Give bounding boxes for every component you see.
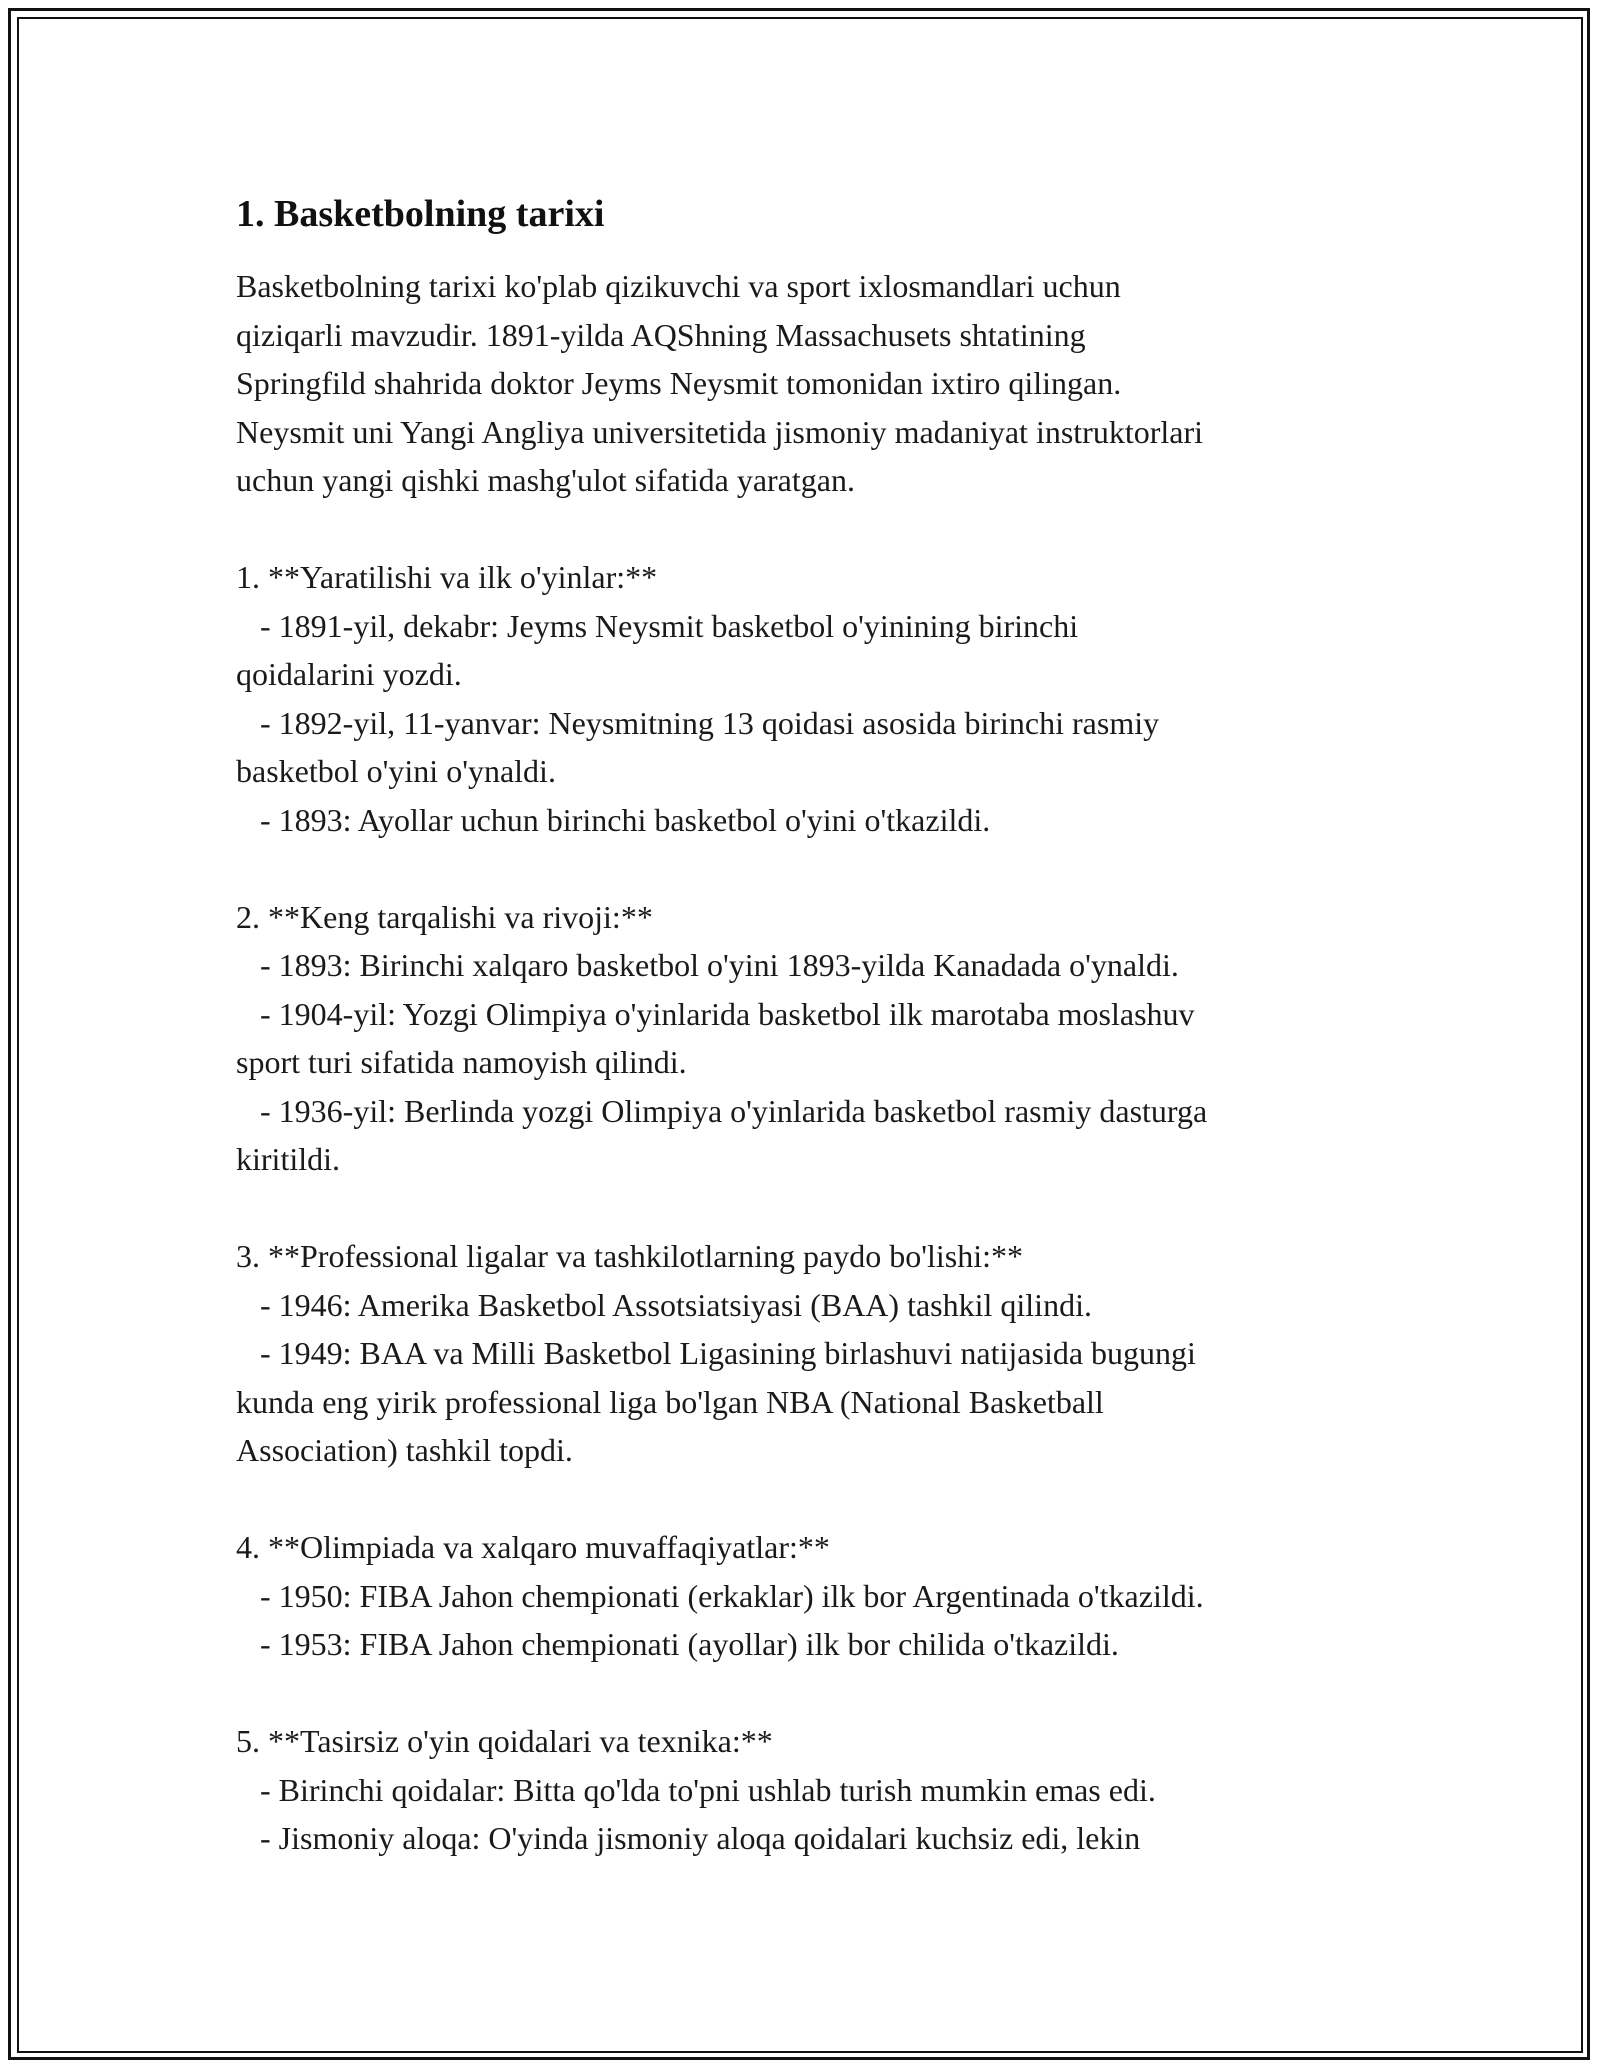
spacer [236, 505, 1366, 554]
section-line: - 1893: Birinchi xalqaro basketbol o'yini 1893-yilda Kanadada o'ynaldi. [236, 947, 1179, 983]
section-4 [236, 1523, 1366, 1669]
section-line: - 1893: Ayollar uchun birinchi basketbol o'yini o'tkazildi. [236, 801, 991, 838]
spacer [236, 1184, 1366, 1233]
section-line: - 1892-yil, 11-yanvar: Neysmitning 13 qoidasi asosida birinchi rasmiy [236, 704, 1160, 741]
section-line: kiritildi. [236, 1141, 340, 1177]
section-2 [236, 893, 1366, 1184]
intro-line: Basketbolning tarixi ko'plab qizikuvchi va sport ixlosmandlari uchun [236, 268, 1121, 304]
intro-line: uchun yangi qishki mashg'ulot sifatida yaratgan. [236, 462, 855, 498]
section-line: kunda eng yirik professional liga bo'lgan NBA (National Basketball [236, 1383, 1104, 1420]
section-5 [236, 1717, 1366, 1863]
section-line: - 1950: FIBA Jahon chempionati (erkaklar) ilk bor Argentinada o'tkazildi. [236, 1577, 1204, 1614]
section-heading: 1. **Yaratilishi va ilk o'yinlar:** [236, 559, 658, 595]
section-heading: 4. **Olimpiada va xalqaro muvaffaqiyatlar:** [236, 1529, 830, 1565]
section-line: Association) tashkil topdi. [236, 1432, 573, 1468]
section-line: qoidalarini yozdi. [236, 656, 462, 692]
section-line: - 1936-yil: Berlinda yozgi Olimpiya o'yinlarida basketbol rasmiy dasturga [236, 1092, 1208, 1129]
intro-line: Neysmit uni Yangi Angliya universitetida jismoniy madaniyat instruktorlari [236, 413, 1204, 450]
section-3 [236, 1232, 1366, 1475]
section-line: - 1949: BAA va Milli Basketbol Ligasining birlashuvi natijasida bugungi [236, 1335, 1196, 1371]
intro-line: Springfild shahrida doktor Jeyms Neysmit tomonidan ixtiro qilingan. [236, 365, 1122, 401]
intro-line: qiziqarli mavzudir. 1891-yilda AQShning Massachusets shtatining [236, 316, 1086, 353]
spacer [236, 844, 1366, 893]
section-line: - 1904-yil: Yozgi Olimpiya o'yinlarida basketbol ilk marotaba moslashuv [236, 995, 1195, 1032]
section-heading: 2. **Keng tarqalishi va rivoji:** [236, 898, 653, 935]
section-heading: 3. **Professional ligalar va tashkilotlarning paydo bo'lishi:** [236, 1238, 1023, 1274]
section-line: - 1953: FIBA Jahon chempionati (ayollar) ilk bor chilida o'tkazildi. [236, 1626, 1119, 1662]
section-1 [236, 553, 1366, 844]
document-title: 1. Basketbolning tarixi [236, 193, 605, 235]
section-line: - 1891-yil, dekabr: Jeyms Neysmit basketbol o'yinining birinchi [236, 607, 1079, 644]
section-line: - Jismoniy aloqa: O'yinda jismoniy aloqa qoidalari kuchsiz edi, lekin [236, 1820, 1141, 1856]
spacer [236, 1475, 1366, 1524]
section-line: - Birinchi qoidalar: Bitta qo'lda to'pni ushlab turish mumkin emas edi. [236, 1771, 1156, 1808]
section-line: basketbol o'yini o'ynaldi. [236, 753, 556, 789]
intro-paragraph [236, 262, 1366, 505]
section-heading: 5. **Tasirsiz o'yin qoidalari va texnika:** [236, 1723, 773, 1759]
document-body [236, 186, 1366, 1863]
section-line: sport turi sifatida namoyish qilindi. [236, 1044, 687, 1080]
spacer [236, 1669, 1366, 1718]
section-line: - 1946: Amerika Basketbol Assotsiatsiyasi (BAA) tashkil qilindi. [236, 1286, 1092, 1323]
